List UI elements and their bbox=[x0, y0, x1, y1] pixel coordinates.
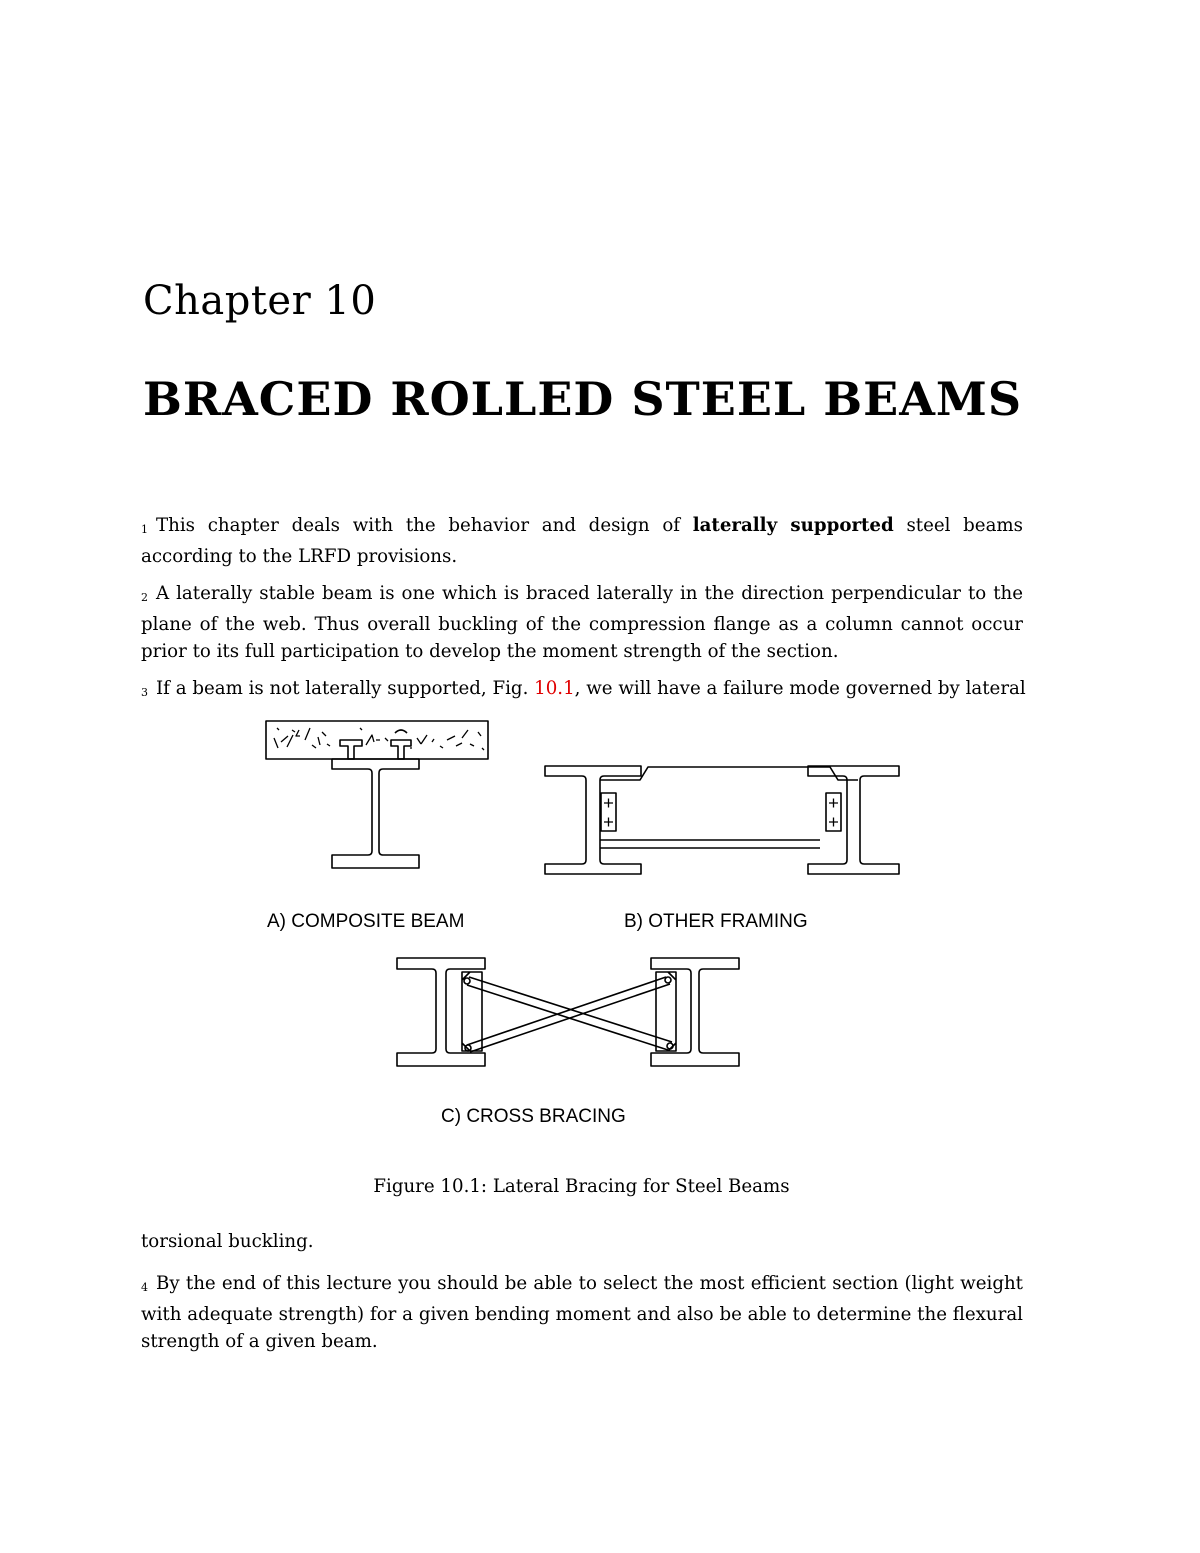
figure-reference-link[interactable]: 10.1 bbox=[534, 678, 575, 699]
paragraph-1: 1 This chapter deals with the behavior and design of laterally supported steel beams according to the LRFD provisions. bbox=[141, 515, 1023, 567]
label-other-framing: B) OTHER FRAMING bbox=[624, 911, 808, 932]
figure-caption: Figure 10.1: Lateral Bracing for Steel Beams bbox=[373, 1176, 790, 1197]
i-beam-section bbox=[808, 766, 899, 874]
other-framing-diagram bbox=[545, 766, 899, 874]
i-beam-section bbox=[545, 766, 641, 874]
label-cross-bracing: C) CROSS BRACING bbox=[441, 1106, 626, 1127]
bracing-member bbox=[464, 977, 673, 1052]
shear-stud bbox=[391, 730, 411, 759]
framing-beam bbox=[600, 767, 858, 848]
paragraph-4: 4 By the end of this lecture you should be able to select the most efficient section (light weight with adequate strength) for a given bending moment and also be able to determine the flexural strength of a given beam. bbox=[141, 1273, 1023, 1352]
shear-stud bbox=[340, 740, 362, 759]
paragraph-3-continuation: torsional buckling. bbox=[141, 1231, 314, 1252]
composite-beam-diagram bbox=[266, 721, 488, 868]
paragraph-number: 3 bbox=[141, 686, 148, 699]
paragraph-number: 2 bbox=[141, 591, 148, 604]
paragraph-number: 1 bbox=[141, 523, 148, 536]
gusset-plate bbox=[656, 972, 676, 1051]
paragraph-2: 2 A laterally stable beam is one which is braced laterally in the direction perpendicular to the plane of the web. Thus overall buckling of the compression flange as a column cannot occur prior to its full participation to develop the moment strength of the section. bbox=[141, 583, 1023, 662]
emphasis-text: laterally supported bbox=[692, 515, 894, 536]
cross-bracing-diagram bbox=[397, 958, 739, 1066]
chapter-label: Chapter 10 bbox=[143, 278, 377, 324]
aggregate-marks bbox=[274, 728, 484, 750]
bolt-marks bbox=[604, 799, 838, 827]
i-beam-section bbox=[397, 958, 485, 1066]
chapter-title: BRACED ROLLED STEEL BEAMS bbox=[143, 372, 1023, 426]
label-composite-beam: A) COMPOSITE BEAM bbox=[267, 911, 465, 932]
paragraph-number: 4 bbox=[141, 1281, 148, 1294]
paragraph-3: 3 If a beam is not laterally supported, Fig. 10.1, we will have a failure mode governed by lateral bbox=[141, 678, 1026, 699]
i-beam-section bbox=[651, 958, 739, 1066]
i-beam-section bbox=[332, 759, 419, 868]
